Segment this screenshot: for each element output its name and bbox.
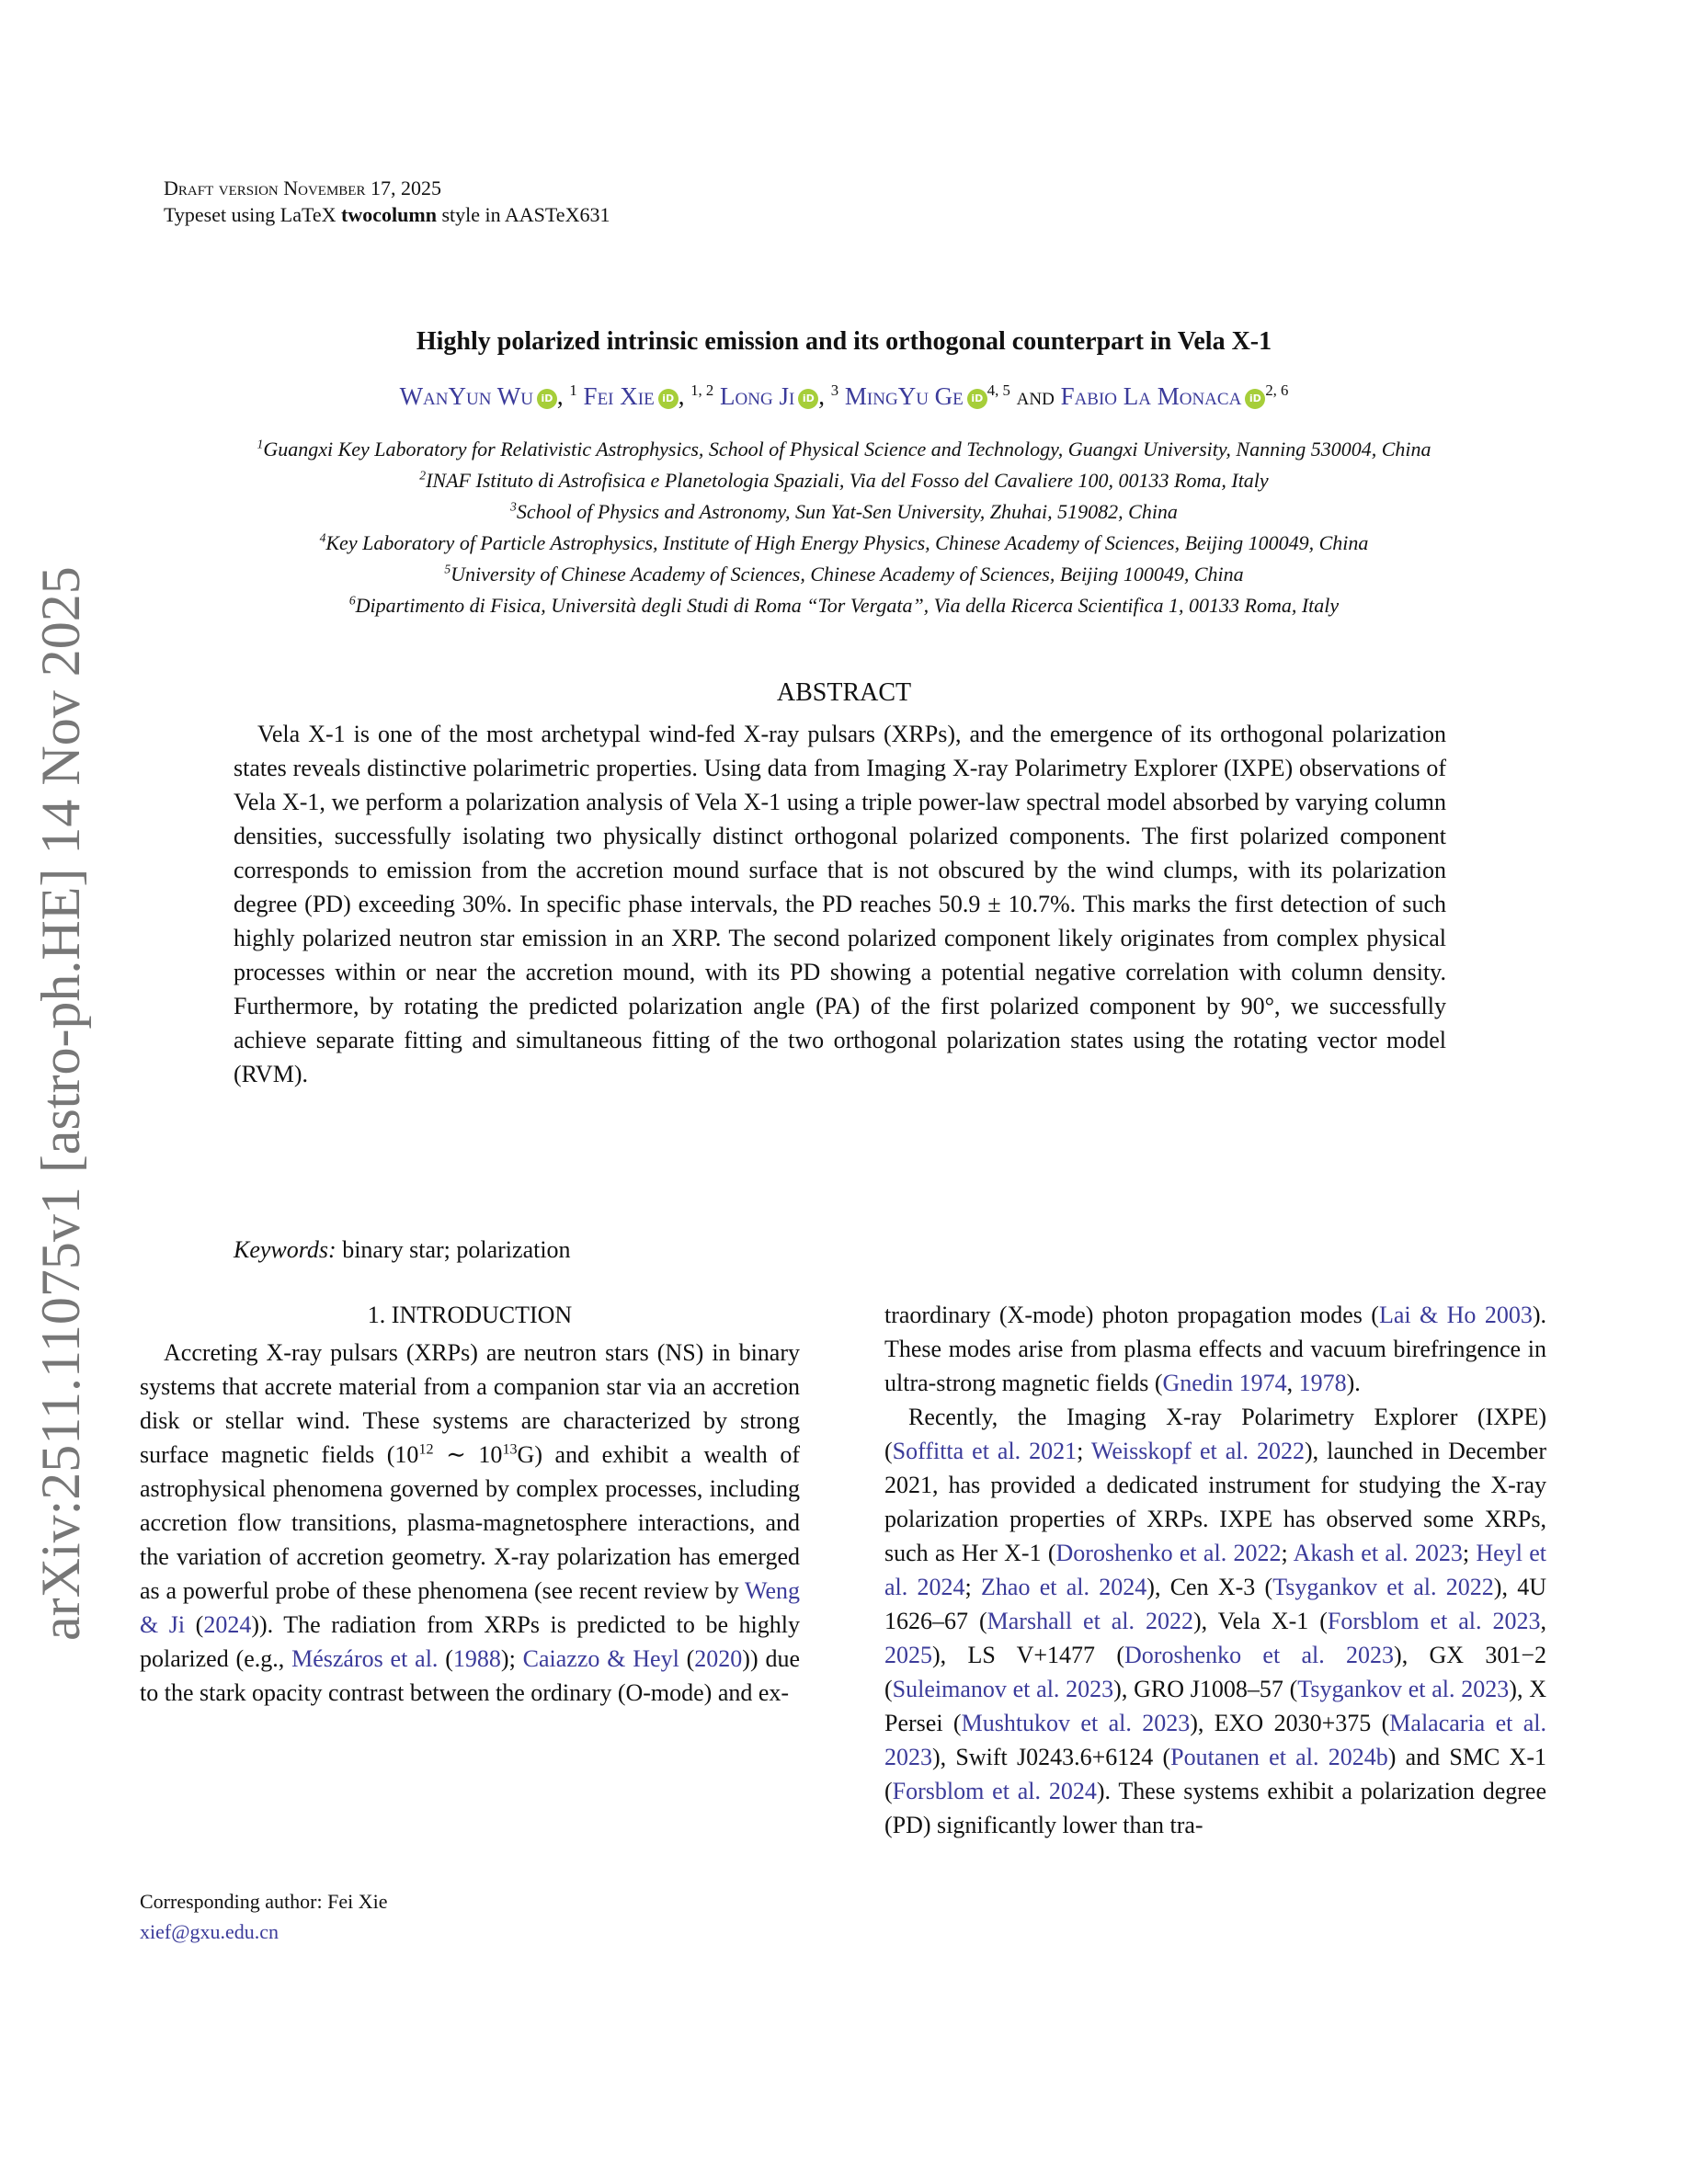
abstract-heading: ABSTRACT <box>776 678 912 707</box>
text-run: )). The radiation from XRPs is predicted to be highly polarized (e.g., <box>140 1611 800 1672</box>
affiliation <box>138 496 1550 528</box>
text-run: ; <box>1077 1438 1091 1464</box>
citation-link[interactable]: Forsblom et al. 2024 <box>892 1778 1097 1804</box>
intro-paragraph-2 <box>884 1400 1546 1842</box>
affiliation-text: Guangxi Key Laboratory for Relativistic Astrophysics, School of Physical Science and Technology, Guangxi University, Nanning 530004, China <box>263 438 1431 461</box>
affiliation-number: 6 <box>348 593 356 608</box>
citation-link[interactable]: Zhao et al. 2024 <box>981 1574 1147 1600</box>
citation-link[interactable]: Akash et al. 2023 <box>1293 1540 1463 1566</box>
keywords-label: Keywords: <box>234 1236 336 1263</box>
abstract-text: Vela X-1 is one of the most archetypal wind-fed X-ray pulsars (XRPs), and the emergence of its orthogonal polarization states reveals distinctive polarimetric properties. Using data from Imaging X-ray Polarimetry Explorer (IXPE) observations of Vela X-1, we perform a polarization analysis of Vela X-1 using a triple power-law spectral model absorbed by varying column densities, successfully isolating two physically distinct orthogonal polarized components. The first polarized component corresponds to emission from the accretion mound surface that is not obscured by the wind clumps, with its polarization degree (PD) exceeding 30%. In specific phase intervals, the PD reaches 50.9 ± 10.7%. This marks the first detection of such highly polarized neutron star emission in an XRP. The second polarized component likely originates from complex physical processes within or near the accretion mound, with its PD showing a potential negative correlation with column density. Furthermore, by rotating the predicted polarization angle (PA) of the first polarized component by 90°, we successfully achieve separate fitting and simultaneous fitting of the two orthogonal polarization states using the rotating vector model (RVM). <box>234 721 1446 1087</box>
author-name[interactable]: Fabio La Monaca <box>1060 382 1242 410</box>
text-run: )) due to the stark opacity contrast between the ordinary (O-mode) and ex- <box>140 1645 800 1706</box>
author-affil: 4, 5 <box>987 381 1010 399</box>
author-name[interactable]: WanYun Wu <box>399 382 533 410</box>
author-name[interactable]: Fei Xie <box>583 382 655 410</box>
affiliation-text: Dipartimento di Fisica, Università degli Studi di Roma “Tor Vergata”, Via della Ricerca Scientifica 1, 00133 Roma, Italy <box>355 594 1340 617</box>
orcid-icon[interactable]: iD <box>537 389 557 409</box>
affiliation-number: 4 <box>319 530 326 545</box>
citation-link[interactable]: Doroshenko et al. 2023 <box>1124 1642 1395 1668</box>
author-affil: 3 <box>830 381 839 399</box>
exponent: 12 <box>418 1441 434 1458</box>
orcid-icon[interactable]: iD <box>967 389 987 409</box>
text-run: ), launched in December 2021, has provided a dedicated instrument for studying the X-ray polarization properties of XRPs. IXPE has observed some XRPs, such as Her X-1 ( <box>884 1438 1547 1566</box>
affiliation-number: 1 <box>257 437 264 451</box>
citation-link[interactable]: Gnedin 1974 <box>1162 1370 1287 1396</box>
citation-link[interactable]: Mushtukov et al. 2023 <box>961 1710 1191 1736</box>
text-run: ; <box>1281 1540 1294 1566</box>
citation-link[interactable]: 2020 <box>694 1645 743 1672</box>
citation-link[interactable]: Heyl et al. 2024 <box>884 1540 1546 1600</box>
text-run: ); <box>500 1645 523 1672</box>
citation-link[interactable]: Doroshenko et al. 2022 <box>1055 1540 1282 1566</box>
email-link[interactable]: xief@gxu.edu.cn <box>140 1920 279 1943</box>
corresponding-label: Corresponding author: Fei Xie <box>140 1890 388 1913</box>
text-run: ( <box>438 1645 453 1672</box>
citation-link[interactable]: Tsygankov et al. 2023 <box>1297 1676 1510 1702</box>
affiliation-text: School of Physics and Astronomy, Sun Yat-Sen University, Zhuhai, 519082, China <box>516 500 1178 523</box>
citation-link[interactable]: Caiazzo & Heyl <box>522 1645 679 1672</box>
citation-link[interactable]: Weng & Ji <box>140 1577 800 1638</box>
text-run: ; <box>964 1574 982 1600</box>
citation-link[interactable]: 1988 <box>452 1645 501 1672</box>
draft-version: Draft version November 17, 2025 <box>164 176 441 199</box>
citation-link[interactable]: 2024 <box>203 1611 252 1638</box>
citation-link[interactable]: Tsygankov et al. 2022 <box>1272 1574 1494 1600</box>
affiliation-number: 2 <box>419 468 427 483</box>
text-run: traordinary (X-mode) photon propagation modes ( <box>884 1302 1379 1328</box>
text-run: ), GX 301−2 ( <box>884 1642 1546 1702</box>
text-run: ( <box>679 1645 695 1672</box>
orcid-icon[interactable]: iD <box>798 389 818 409</box>
text-run: ). These systems exhibit a polarization degree (PD) significantly lower than tra- <box>884 1778 1547 1838</box>
intro-paragraph-1-continued <box>884 1298 1546 1400</box>
text-run: Accreting X-ray pulsars (XRPs) are neutron stars (NS) in binary systems that accrete material from a companion star via an accretion disk or stellar wind. These systems are characterized by strong surface magnetic fields (10 <box>140 1339 800 1468</box>
author-affil: 1, 2 <box>690 381 714 399</box>
citation-link[interactable]: Lai & Ho 2003 <box>1378 1302 1533 1328</box>
draft-header <box>164 175 610 228</box>
text-run: ), X Persei ( <box>884 1676 1546 1736</box>
keywords <box>234 1236 571 1264</box>
arxiv-identifier[interactable]: arXiv:2511.11075v1 [astro-ph.HE] 14 Nov 2025 <box>30 566 91 1641</box>
affiliation <box>138 528 1550 559</box>
typeset-prefix: Typeset using <box>164 203 280 226</box>
typeset-suffix: style in AASTeX631 <box>436 203 610 226</box>
author-separator: , <box>556 382 570 410</box>
text-run: , <box>1286 1370 1299 1396</box>
text-run: ). These modes arise from plasma effects and vacuum birefringence in ultra-strong magnetic fields ( <box>884 1302 1546 1396</box>
affiliation <box>138 559 1550 590</box>
exponent: 13 <box>502 1441 518 1458</box>
citation-link[interactable]: Malacaria et al. 2023 <box>884 1710 1547 1770</box>
keywords-text: binary star; polarization <box>336 1236 571 1263</box>
text-run: ; <box>1462 1540 1477 1566</box>
text-run: ), Cen X-3 ( <box>1146 1574 1273 1600</box>
citation-link[interactable]: Suleimanov et al. 2023 <box>892 1676 1114 1702</box>
latex-logo: LaTeX <box>279 203 336 226</box>
text-run: ( <box>185 1611 204 1638</box>
citation-link[interactable]: 2025 <box>884 1642 932 1668</box>
author-name[interactable]: Long Ji <box>720 382 795 410</box>
affiliation <box>138 434 1550 465</box>
citation-link[interactable]: Soffitta et al. 2021 <box>892 1438 1078 1464</box>
affiliation-number: 5 <box>444 562 451 576</box>
text-run: ), GRO J1008–57 ( <box>1113 1676 1298 1702</box>
affiliation <box>138 590 1550 621</box>
citation-link[interactable]: 1978 <box>1298 1370 1347 1396</box>
affiliation-text: Key Laboratory of Particle Astrophysics, Institute of High Energy Physics, Chinese Academy of Sciences, Beijing 100049, China <box>325 531 1369 554</box>
citation-link[interactable]: Poutanen et al. 2024b <box>1170 1744 1388 1770</box>
text-run: ), Swift J0243.6+6124 ( <box>932 1744 1171 1770</box>
text-run: ). <box>1346 1370 1361 1396</box>
orcid-icon[interactable]: iD <box>1245 389 1265 409</box>
author-affil: 2, 6 <box>1265 381 1289 399</box>
typeset-style: twocolumn <box>341 203 437 226</box>
affiliation-number: 3 <box>510 499 517 514</box>
author-affil: 1 <box>569 381 577 399</box>
affiliation-text: INAF Istituto di Astrofisica e Planetologia Spaziali, Via del Fosso del Cavaliere 100, 00133 Roma, Italy <box>426 469 1269 492</box>
author-list <box>0 382 1688 411</box>
citation-link[interactable]: Weisskopf et al. 2022 <box>1090 1438 1306 1464</box>
text-run: ) and SMC X-1 ( <box>884 1744 1546 1804</box>
section-heading: 1. INTRODUCTION <box>367 1302 573 1328</box>
affiliations <box>138 434 1550 621</box>
author-separator: , <box>678 382 691 410</box>
author-separator: , <box>818 382 831 410</box>
citation-link[interactable]: Forsblom et al. 2023 <box>1327 1608 1541 1634</box>
text-run: , <box>1540 1608 1547 1634</box>
paper-title: Highly polarized intrinsic emission and its orthogonal counterpart in Vela X-1 <box>416 327 1272 356</box>
affiliation-text: University of Chinese Academy of Sciences, Chinese Academy of Sciences, Beijing 100049, China <box>451 563 1244 586</box>
text-run: ), 4U 1626–67 ( <box>884 1574 1546 1634</box>
corresponding-author <box>140 1886 387 1947</box>
text-run: ), Vela X-1 ( <box>1193 1608 1328 1634</box>
text-run: ), LS V+1477 ( <box>932 1642 1125 1668</box>
typeset-line <box>164 201 610 228</box>
affiliation <box>138 465 1550 496</box>
right-column <box>884 1298 1546 1842</box>
text-run: ), EXO 2030+375 ( <box>1190 1710 1390 1736</box>
text-run: ∼ 10 <box>433 1441 503 1468</box>
author-separator: and <box>1009 382 1061 410</box>
citation-link[interactable]: Mészáros et al. <box>291 1645 439 1672</box>
left-column <box>140 1298 800 1710</box>
text-run: G) and exhibit a wealth of astrophysical phenomena governed by complex processes, including accretion flow transitions, plasma-magnetosphere interactions, and the variation of accretion geometry. X-ray polarization has emerged as a powerful probe of these phenomena (see recent review by <box>140 1441 800 1604</box>
author-name[interactable]: MingYu Ge <box>844 382 964 410</box>
orcid-icon[interactable]: iD <box>658 389 679 409</box>
text-run: Recently, the Imaging X-ray Polarimetry Explorer (IXPE) ( <box>884 1404 1546 1464</box>
citation-link[interactable]: Marshall et al. 2022 <box>987 1608 1193 1634</box>
intro-paragraph-1 <box>140 1336 800 1710</box>
